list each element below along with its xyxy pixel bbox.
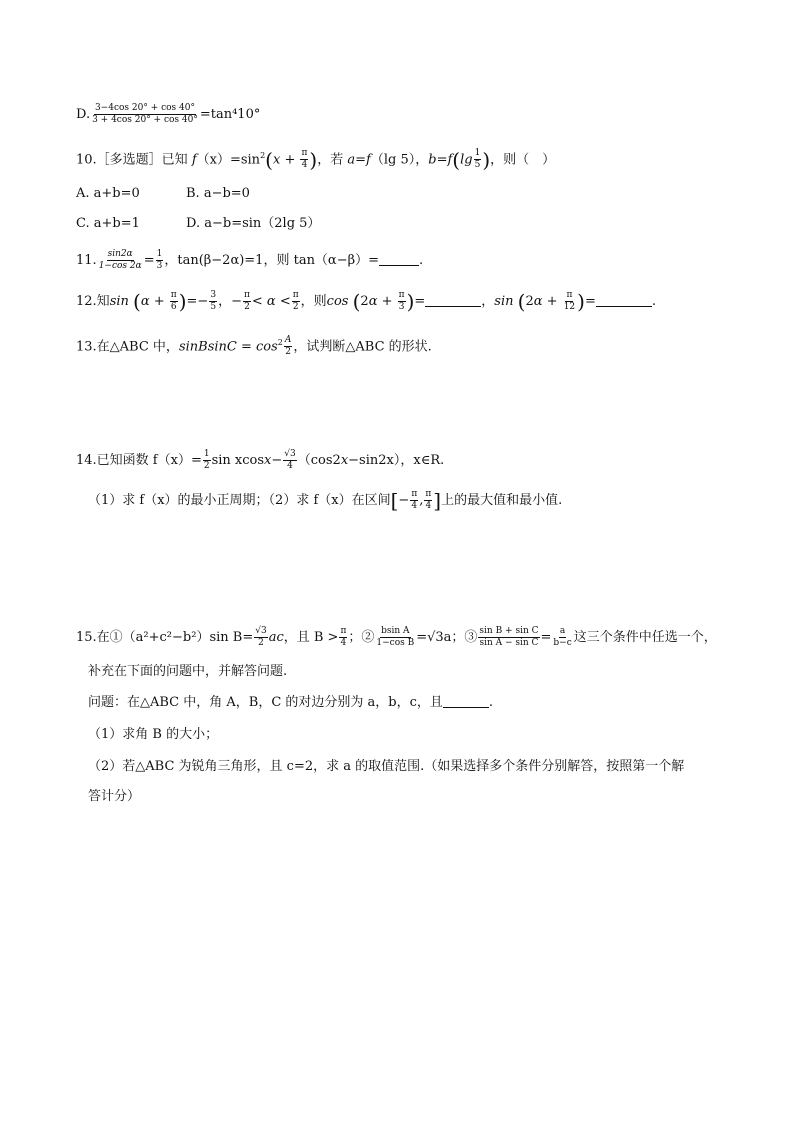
q14-subquestions: （1）求 f（x）的最小正周期；（2）求 f（x）在区间[− $\frac{\pi}{4}$ , $\frac{\pi}{4}$ ]上的最大值和最小值. — [88, 488, 563, 513]
pi-over-4: $\frac{\pi}{4}$ — [301, 148, 308, 171]
q11-fraction: $\frac{\sin 2\alpha}{1-\cos 2\alpha}$ — [98, 249, 142, 271]
q10-option-a: A. a+b=0 — [76, 186, 140, 201]
q15-line-3: 问题：在△ABC 中，角 A，B，C 的对边分别为 a，b，c，且 . — [88, 695, 494, 710]
q10-option-d: D. a−b=sin（2lg 5） — [186, 216, 321, 231]
q15-line-4: （1）求角 B 的大小； — [88, 727, 219, 742]
q10-option-b: B. a−b=0 — [186, 186, 250, 201]
q9-option-d: D. $\frac{3-4\cos 20^\circ + \cos 40^\circ}{3 + 4\cos 20^\circ + \cos 40^\circ}$ =tan⁴10° — [76, 103, 261, 125]
q14-stem: 14.已知函数 f（x）= $\frac{1}{2}$ sin xcosx− $\frac{√3}{4}$ （cos2x−sin2x），x∈R. — [76, 449, 445, 471]
q15-line-5: （2）若△ABC 为锐角三角形，且 c=2，求 a 的取值范围.（如果选择多个条件分别解答，按照第一个解 — [88, 759, 685, 774]
q15-answer-blank — [443, 695, 489, 708]
q9d-fraction: $\frac{3-4\cos 20^\circ + \cos 40^\circ}{3 + 4\cos 20^\circ + \cos 40^\circ}$ — [92, 103, 198, 125]
q13-stem: 13.在△ABC 中，sinBsinC = $\cos^2$ $\frac{A}{2}$ ，试判断△ABC 的形状. — [76, 335, 432, 358]
q11-stem: 11. $\frac{\sin 2\alpha}{1-\cos 2\alpha}$ = $\frac{1}{3}$ ，tan(β−2α)=1，则 tan（α−β）= . — [76, 249, 424, 271]
q10-stem: 10.［多选题］已知 $f(x)=\sin^2(x$ + $\frac{\pi}{4}$ )，若 a=f（lg 5），b=f(lg $\frac{1}{5}$ )，则（ ） — [76, 147, 556, 172]
q12-answer-blank-1 — [425, 294, 481, 307]
q15-line-6: 答计分） — [88, 789, 141, 804]
q15-line-2: 补充在下面的问题中，并解答问题. — [88, 664, 288, 679]
q12-stem: 12.知sin (α + $\frac{\pi}{6}$ )=− $\frac{3}{5}$ ，− $\frac{\pi}{2}$ < α < $\frac{\pi}{2}$ ，则cos (2α + $\frac{\pi}{3}$ )= ，sin (2α + $\frac{\pi}{12}$ )= . — [76, 289, 656, 314]
q15-line-1: 15.在①（a²+c²−b²）sin B= $\frac{√3}{2}$ ac，且 B > $\frac{\pi}{4}$ ；② $\frac{\text{bsin A}}{\text{1−cos B}}$ =√3a；③ $\frac{\text{sin B + sin C}}{\text{sin A − sin C}}$ = $\frac{a}{b-c}$ 这三个条件中任选一个， — [76, 626, 717, 648]
q12-answer-blank-2 — [596, 294, 652, 307]
q10-option-c: C. a+b=1 — [76, 216, 140, 231]
q11-answer-blank — [379, 253, 419, 266]
